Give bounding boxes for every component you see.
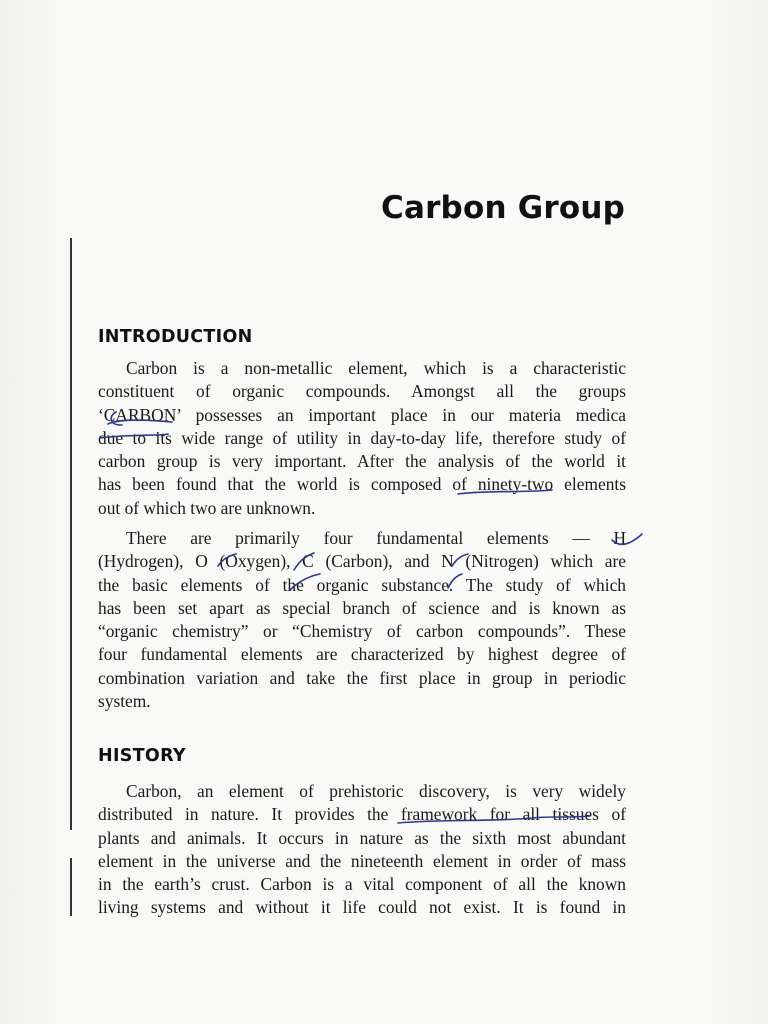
text-line: plants and animals. It occurs in nature as the sixth most abundant — [98, 827, 626, 848]
text-line: Carbon, an element of prehistoric discovery, is very widely — [126, 781, 626, 801]
text-line: system. — [98, 691, 151, 712]
text-line: Carbon is a non-metallic element, which is a characteristic — [126, 358, 626, 378]
introduction-paragraph-2 — [98, 527, 626, 713]
history-paragraph-1 — [98, 780, 626, 920]
text-line: living systems and without it life could not exist. It is found in — [98, 897, 626, 918]
text-line: (Hydrogen), O (Oxygen), C (Carbon), and N (Nitrogen) which are — [98, 551, 626, 572]
text-line: ‘CARBON’ possesses an important place in our materia medica — [98, 404, 626, 425]
text-line: constituent of organic compounds. Amongst all the groups — [98, 381, 626, 402]
introduction-paragraph-1 — [98, 357, 626, 520]
text-line: “organic chemistry” or “Chemistry of carbon compounds”. These — [98, 621, 626, 642]
text-line: has been set apart as special branch of science and is known as — [98, 597, 626, 618]
text-line: There are primarily four fundamental elements — H — [126, 528, 626, 548]
text-line: due to its wide range of utility in day-to-day life, therefore study of — [98, 427, 626, 448]
text-line: carbon group is very important. After the analysis of the world it — [98, 451, 626, 472]
introduction-heading: INTRODUCTION — [98, 327, 253, 347]
text-line: element in the universe and the nineteenth element in order of mass — [98, 850, 626, 871]
text-line: in the earth’s crust. Carbon is a vital component of all the known — [98, 874, 626, 895]
text-line: out of which two are unknown. — [98, 497, 316, 518]
text-line: distributed in nature. It provides the framework for all tissues of — [98, 804, 626, 825]
text-line: combination variation and take the first place in group in periodic — [98, 667, 626, 688]
margin-rule-upper — [70, 238, 72, 830]
history-heading: HISTORY — [98, 746, 186, 766]
chapter-title: Carbon Group — [381, 190, 625, 226]
text-line: four fundamental elements are characterized by highest degree of — [98, 644, 626, 665]
margin-rule-lower — [70, 858, 72, 916]
text-line: has been found that the world is composed of ninety-two elements — [98, 474, 626, 495]
text-line: the basic elements of the organic substance. The study of which — [98, 574, 626, 595]
